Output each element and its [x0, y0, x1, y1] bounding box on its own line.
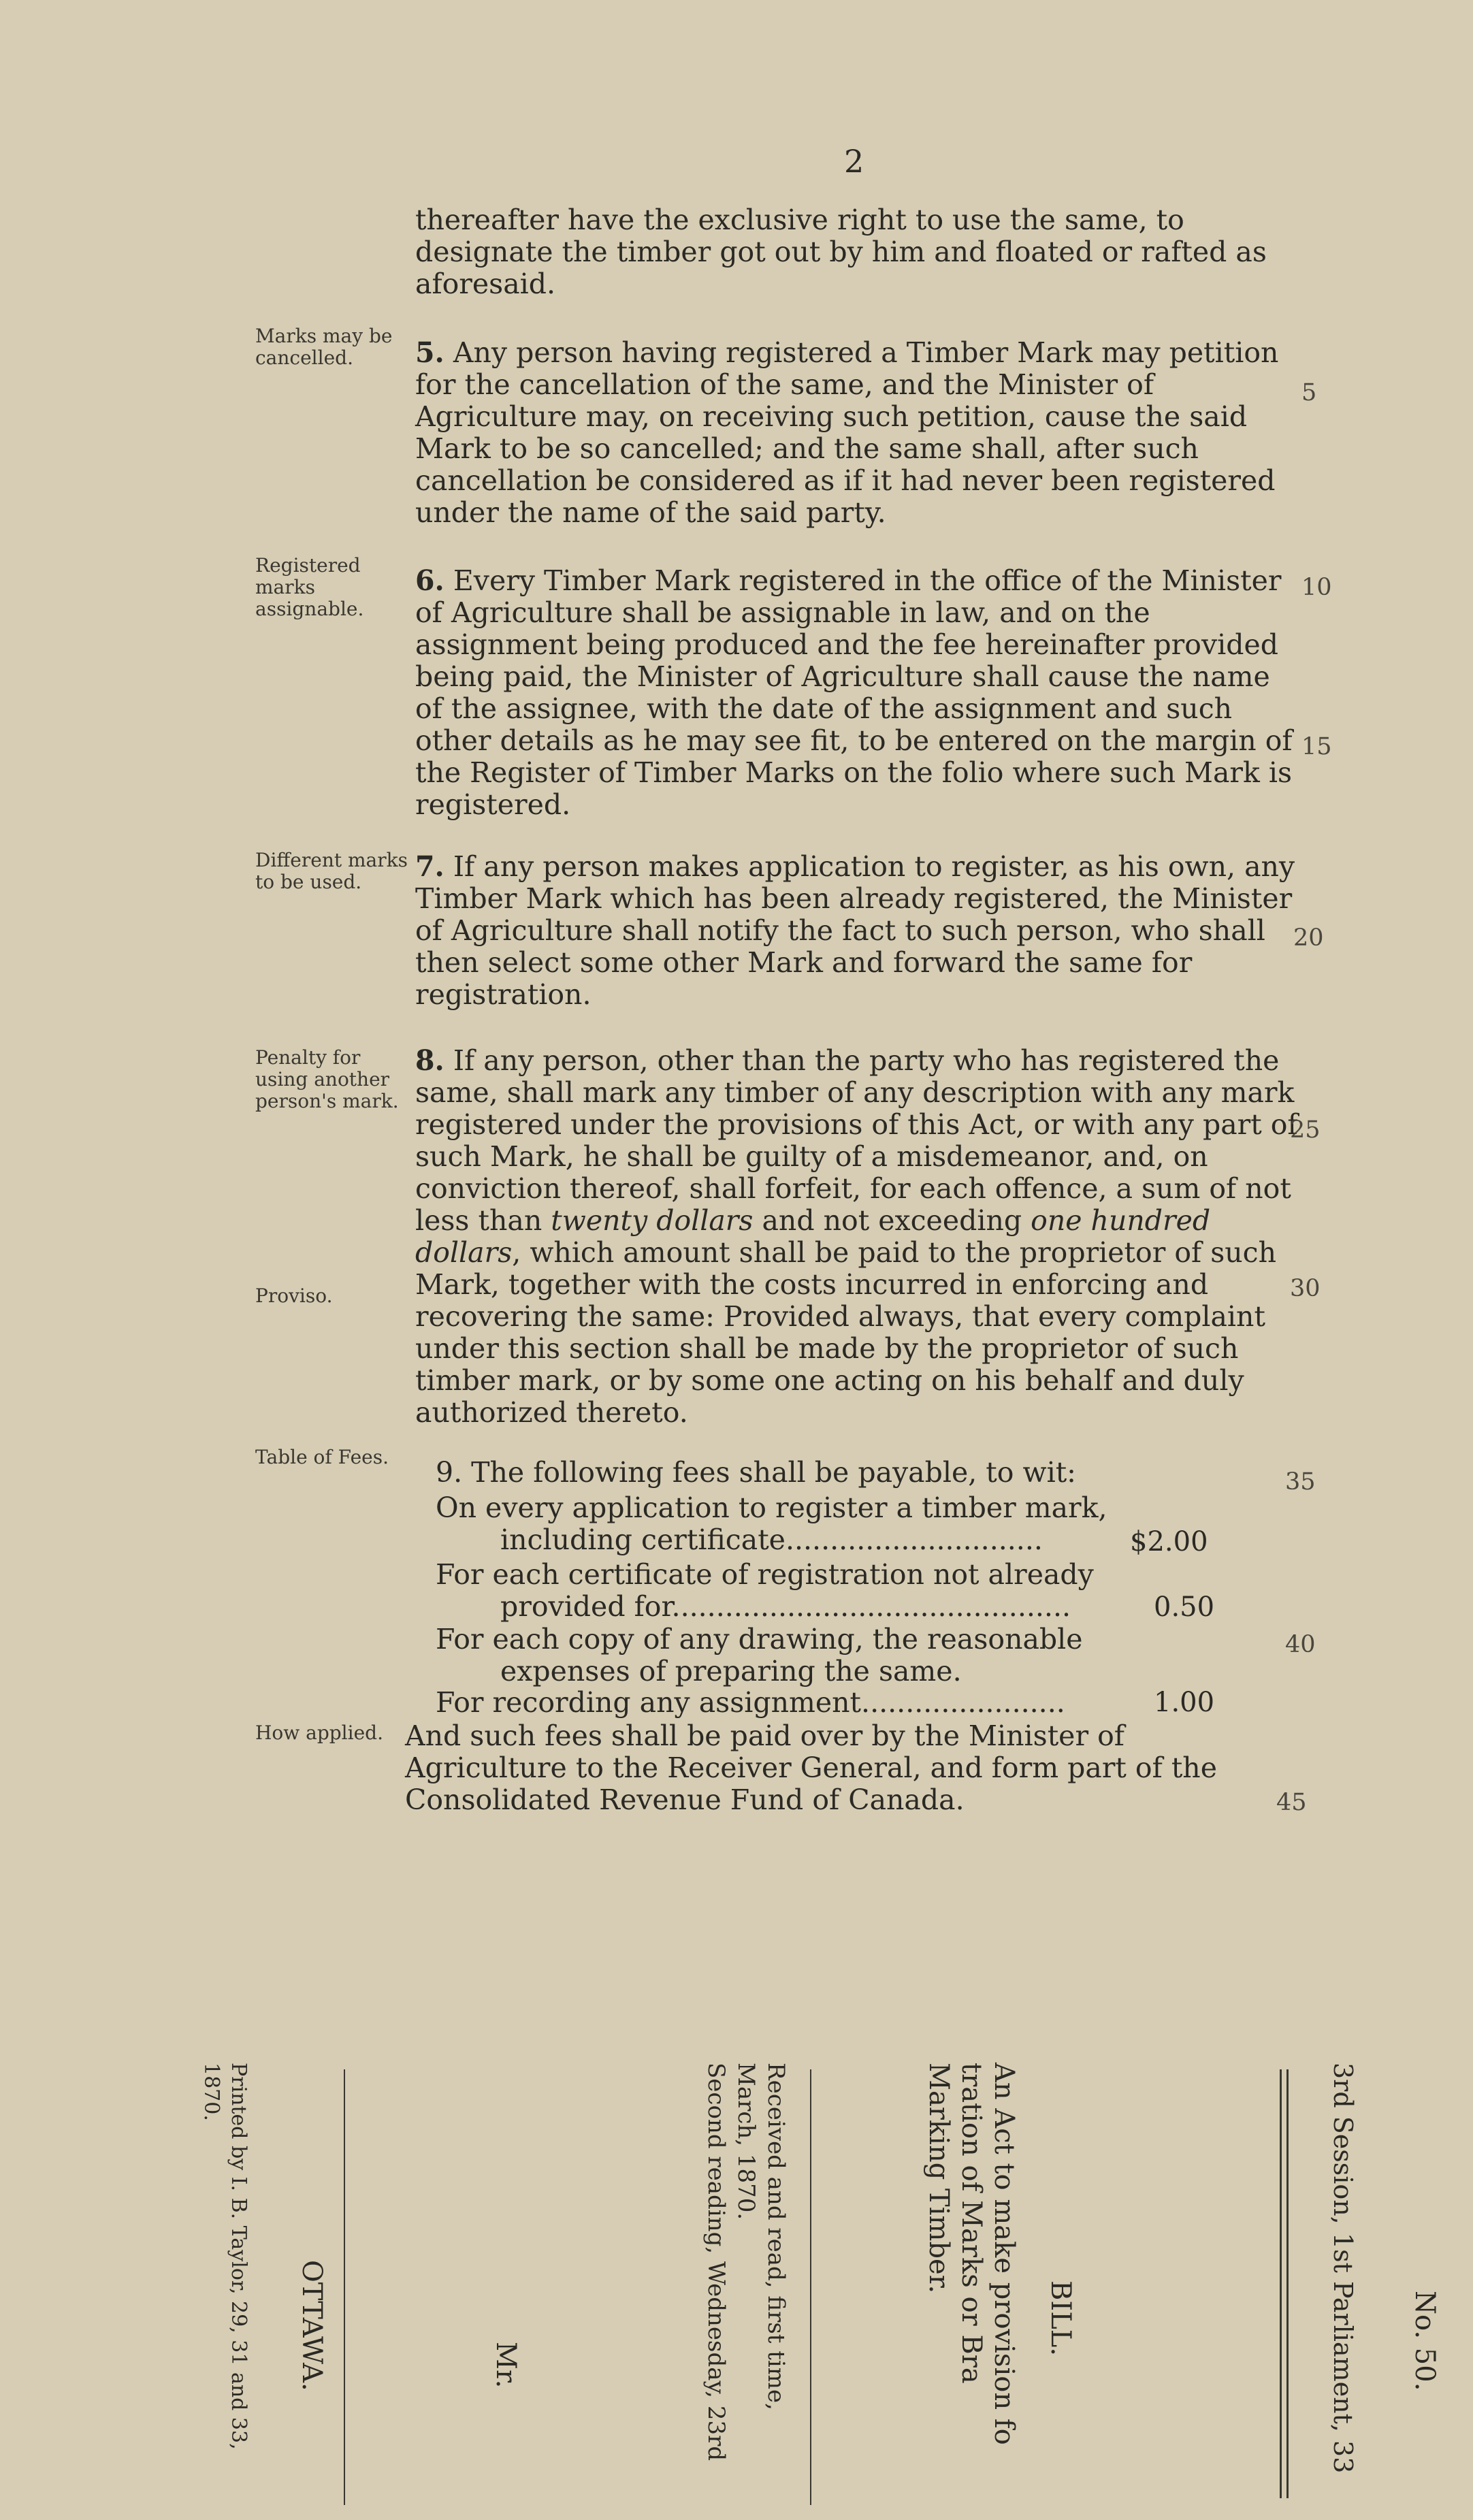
- endorsement-rule: [1280, 2069, 1282, 2498]
- fees-applied-text: And such fees shall be paid over by the Minister of Agriculture to the Receiver General, and form part of the Consolidated Revenue Fund of Canada.: [405, 1719, 1217, 1816]
- section-text-c: , which amount shall be paid to the proprietor of such Mark, together with the costs incurred in enforcing and recovering the same: Provided always, that every complaint under this section shall be made by the proprietor of such timber mark, or by some one acting on his behalf and duly authorized thereto.: [415, 1236, 1277, 1429]
- section-text: Every Timber Mark registered in the office of the Minister of Agriculture shall be assignable in law, and on the assignment being produced and the fee hereinafter provided being paid, the Minister of Agriculture shall cause the name of the assignee, with the date of the assignment and such other details as he may see fit, to be entered on the margin of the Register of Timber Marks on the folio where such Mark is registered.: [415, 564, 1293, 821]
- section-number: 7.: [415, 850, 444, 883]
- endorsement-place: OTTAWA.: [296, 2260, 327, 2391]
- section-emphasis-1: twenty dollars: [551, 1204, 754, 1237]
- section-text: Any person having registered a Timber Mark may petition for the cancellation of the same, and the Minister of Agriculture may, on receiving such petition, cause the said Mark to be so cancelled; and the same shall, after such cancellation be considered as if it had never been registered under the name of the said party.: [415, 336, 1279, 529]
- line-number-30: 30: [1290, 1275, 1321, 1302]
- fee-label: On every application to register a timber mark,: [436, 1491, 1107, 1524]
- section-emphasis-2: one hundred dollars: [415, 1204, 1211, 1269]
- margin-note-applied: How applied.: [255, 1722, 383, 1744]
- continuation-paragraph: thereafter have the exclusive right to use the same, to designate the timber got out by him and floated or rafted as aforesaid.: [415, 204, 1267, 300]
- section-6: [415, 565, 1300, 821]
- margin-note-section-7: Different marks to be used.: [255, 849, 408, 893]
- endorsement-reading: Received and read, first time, March, 1870. Second reading, Wednesday, 23rd: [702, 2063, 790, 2461]
- margin-note-proviso: Proviso.: [255, 1285, 333, 1307]
- endorsement-bill-number: No. 50.: [1409, 2291, 1440, 2391]
- line-number-45: 45: [1276, 1789, 1307, 1816]
- margin-note-section-5: Marks may be cancelled.: [255, 325, 393, 369]
- page-number: 2: [844, 143, 864, 180]
- margin-note-section-6: Registered marks assignable.: [255, 554, 364, 620]
- fee-label: For recording any assignment.......................: [436, 1686, 1065, 1719]
- section-number: 5.: [415, 336, 444, 369]
- section-5: [415, 337, 1300, 529]
- endorsement-rule: [810, 2069, 811, 2505]
- line-number-40: 40: [1285, 1631, 1316, 1658]
- section-8: [415, 1045, 1300, 1429]
- margin-note-fees: Table of Fees.: [255, 1446, 389, 1468]
- fee-amount-2: 0.50: [1154, 1592, 1215, 1623]
- section-text: If any person makes application to register, as his own, any Timber Mark which has been already registered, the Minister of Agriculture shall notify the fact to such person, who shall then select some other Mark and forward the same for registration.: [415, 850, 1295, 1011]
- section-number: 8.: [415, 1044, 444, 1077]
- fee-amount-1: $2.00: [1130, 1526, 1208, 1557]
- line-number-35: 35: [1285, 1468, 1316, 1496]
- fee-amount-4: 1.00: [1154, 1687, 1215, 1718]
- endorsement-rule: [1286, 2069, 1289, 2498]
- fee-label: For each copy of any drawing, the reasonable: [436, 1623, 1083, 1655]
- fees-intro: 9. The following fees shall be payable, to wit:: [436, 1456, 1076, 1489]
- line-number-5: 5: [1301, 379, 1317, 406]
- fee-row-1: [436, 1492, 1218, 1556]
- endorsement-bill-label: BILL.: [1045, 2280, 1076, 2357]
- section-text-a: If any person, other than the party who has registered the same, shall mark any timber of any description with any mark registered under the provisions of this Act, or with any part of such Mark, he shall be guilty of a misdemeanor, and, on conviction thereof, shall forfeit, for each offence, a sum of not less than: [415, 1044, 1298, 1237]
- margin-note-section-8: Penalty for using another person's mark.: [255, 1046, 399, 1112]
- endorsement-session: 3rd Session, 1st Parliament, 33: [1328, 2063, 1358, 2474]
- endorsement-printer: Printed by I. B. Taylor, 29, 31 and 33, 1870.: [199, 2063, 250, 2450]
- endorsement-mr: Mr.: [490, 2342, 521, 2389]
- fee-label-cont: expenses of preparing the same.: [500, 1655, 962, 1687]
- fee-row-3: [436, 1624, 1218, 1687]
- line-number-25: 25: [1290, 1116, 1321, 1144]
- line-number-20: 20: [1293, 924, 1324, 952]
- endorsement-rule: [344, 2069, 345, 2505]
- fee-label: For each certificate of registration not already: [436, 1558, 1094, 1591]
- section-7: [415, 851, 1300, 1011]
- fee-row-2: [436, 1559, 1218, 1623]
- fee-row-4: [436, 1687, 1218, 1719]
- endorsement-title: An Act to make provision fo tration of Marks or Bra Marking Timber.: [923, 2063, 1020, 2445]
- fee-label-cont: including certificate.............................: [500, 1523, 1043, 1556]
- section-text-b: and not exceeding: [762, 1204, 1022, 1237]
- line-number-10: 10: [1301, 574, 1332, 601]
- line-number-15: 15: [1301, 733, 1332, 760]
- section-number: 6.: [415, 564, 444, 597]
- fee-label-cont: provided for.............................................: [500, 1590, 1071, 1623]
